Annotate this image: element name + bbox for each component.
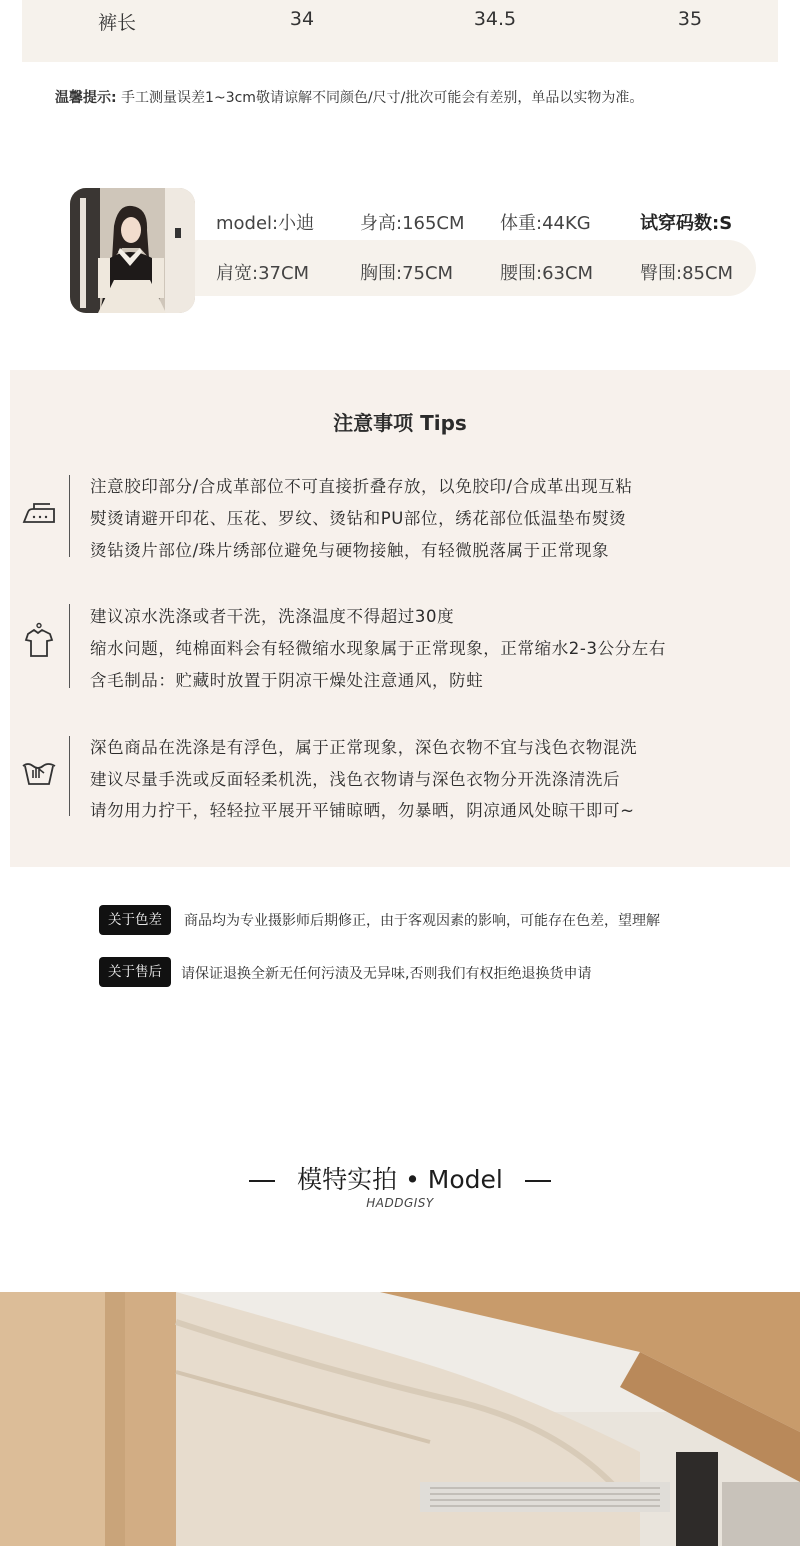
heading-title: 模特实拍 • Model — [297, 1165, 503, 1194]
tip-line: 含毛制品：贮藏时放置于阴凉干燥处注意通风，防蛀 — [90, 671, 484, 690]
size-cell-l: 35 — [677, 8, 703, 30]
model-waist: 腰围:63CM — [500, 263, 594, 284]
color-diff-badge: 关于色差 — [99, 905, 171, 935]
notice-text: 手工测量误差1~3cm敬请谅解不同颜色/尺寸/批次可能会有差别，单品以实物为准。 — [116, 90, 644, 106]
tip-divider — [69, 604, 70, 688]
tip-line: 熨烫请避开印花、压花、罗纹、烫钻和PU部位，绣花部位低温垫布熨烫 — [90, 509, 627, 528]
heading-dash-left — [249, 1180, 275, 1182]
size-cell-s: 34 — [289, 8, 315, 30]
iron-icon — [20, 494, 58, 532]
tip-line: 烫钻烫片部位/珠片绣部位避免与硬物接触，有轻微脱落属于正常现象 — [90, 541, 610, 560]
model-weight: 体重:44KG — [500, 213, 591, 234]
shirt-icon — [20, 622, 58, 660]
model-shoulder: 肩宽:37CM — [216, 263, 310, 284]
model-section-heading — [0, 1160, 800, 1196]
model-bust: 胸围:75CM — [360, 263, 454, 284]
tip-line: 请勿用力拧干，轻轻拉平展开平铺晾晒，勿暴晒，阴凉通风处晾干即可~ — [90, 801, 635, 820]
tip-line: 建议凉水洗涤或者干洗，洗涤温度不得超过30度 — [90, 607, 455, 626]
model-thumbnail — [70, 188, 195, 313]
model-name: model:小迪 — [216, 213, 315, 234]
tip-line: 注意胶印部分/合成革部位不可直接折叠存放，以免胶印/合成革出现互粘 — [90, 477, 633, 496]
color-diff-text: 商品均为专业摄影师后期修正，由于客观因素的影响，可能存在色差，望理解 — [184, 913, 660, 929]
heading-dash-right — [525, 1180, 551, 1182]
size-row-label: 裤长 — [97, 12, 137, 34]
after-sales-text: 请保证退换全新无任何污渍及无异味,否则我们有权拒绝退换货申请 — [181, 966, 592, 982]
hand-wash-icon — [20, 754, 58, 792]
tip-line: 建议尽量手洗或反面轻柔机洗，浅色衣物请与深色衣物分开洗涤清洗后 — [90, 770, 621, 789]
tip-line: 深色商品在洗涤是有浮色，属于正常现象，深色衣物不宜与浅色衣物混洗 — [90, 738, 638, 757]
model-thumbnail-image — [70, 188, 195, 313]
measurement-notice — [55, 87, 643, 107]
model-height: 身高:165CM — [360, 213, 465, 234]
model-hip: 臀围:85CM — [640, 263, 734, 284]
model-size: 试穿码数:S — [640, 213, 733, 234]
tip-line: 缩水问题，纯棉面料会有轻微缩水现象属于正常现象，正常缩水2-3公分左右 — [90, 639, 666, 658]
size-cell-m: 34.5 — [473, 8, 517, 30]
notice-prefix: 温馨提示: — [55, 90, 117, 106]
size-table-row-length — [22, 0, 778, 62]
model-photo-image — [0, 1292, 800, 1546]
tip-divider — [69, 475, 70, 557]
after-sales-badge: 关于售后 — [99, 957, 171, 987]
tip-divider — [69, 736, 70, 816]
tips-title: 注意事项 Tips — [333, 411, 467, 435]
brand-subtitle: HADDGISY — [366, 1196, 434, 1210]
model-photo — [0, 1292, 800, 1546]
